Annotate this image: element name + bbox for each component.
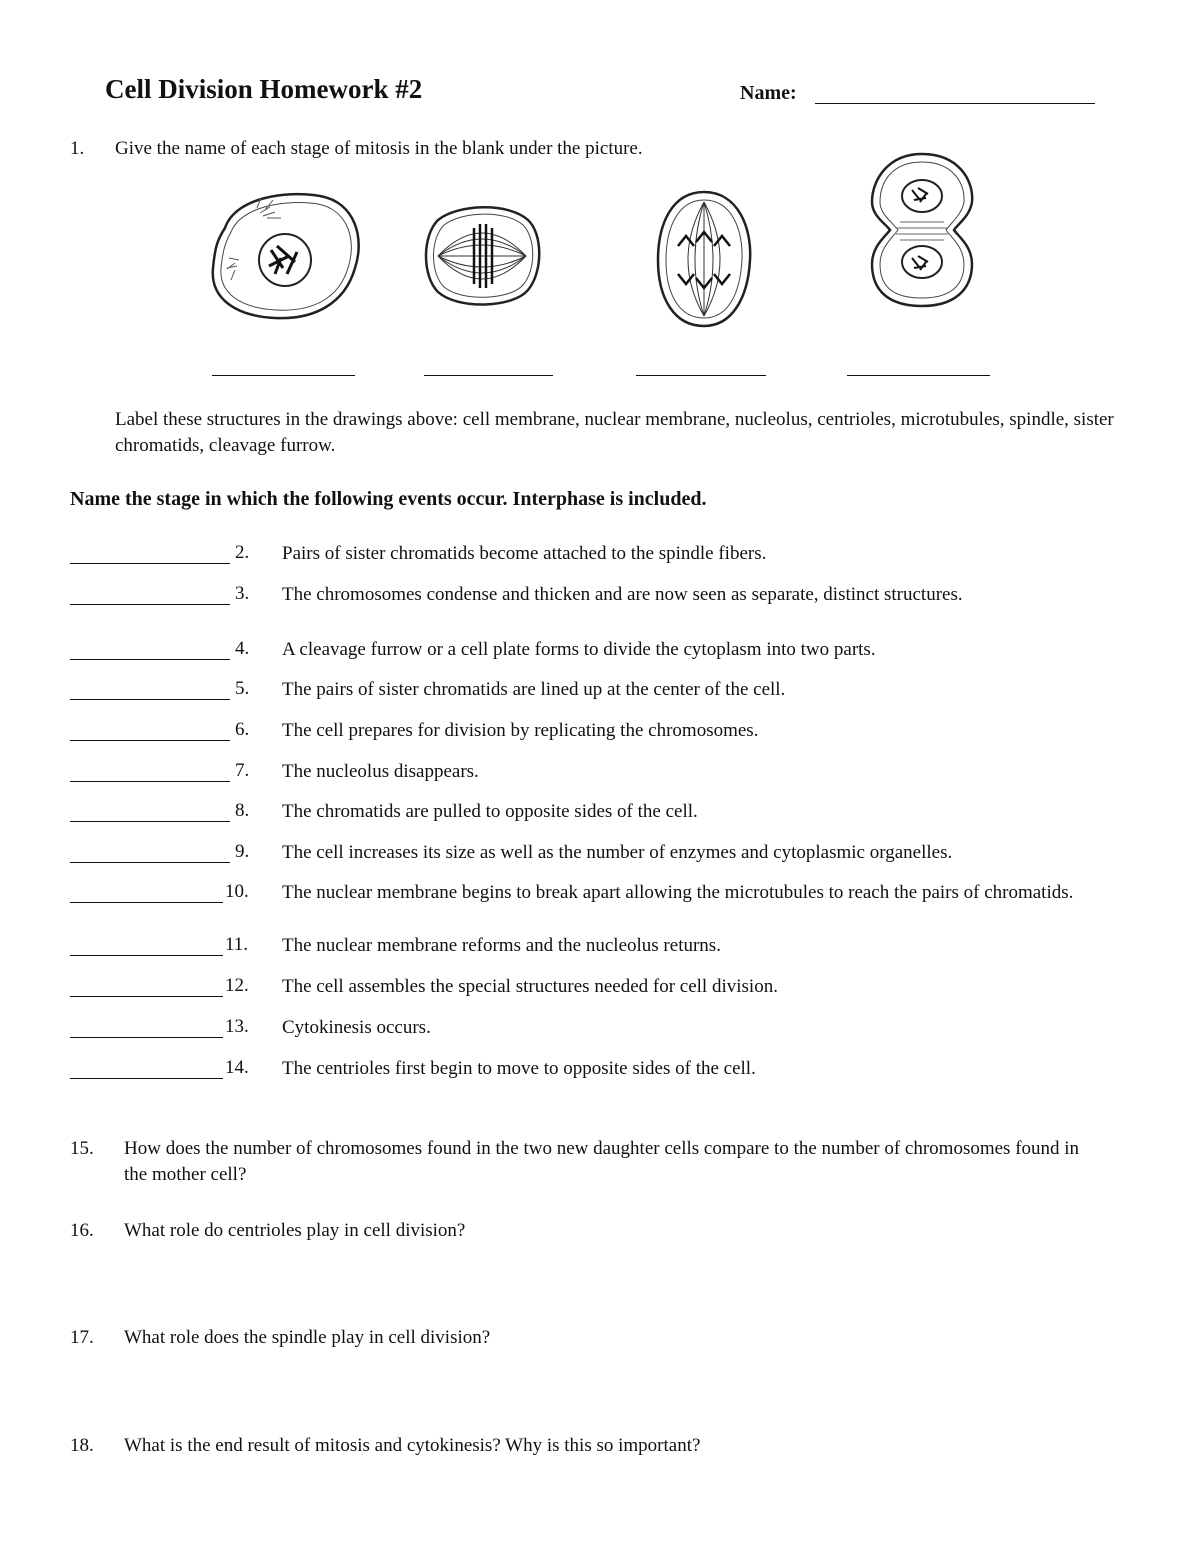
question-1-text: Give the name of each stage of mitosis in the blank under the picture. <box>115 138 643 159</box>
anaphase-answer-blank[interactable] <box>636 375 766 376</box>
question-1-number: 1. <box>70 138 85 159</box>
item-number: 7. <box>235 760 250 781</box>
answer-blank-11[interactable] <box>70 933 223 956</box>
anaphase-cell-drawing <box>652 188 756 330</box>
item-text: Cytokinesis occurs. <box>282 1017 431 1038</box>
item-number: 2. <box>235 542 250 563</box>
item-number: 14. <box>225 1057 249 1078</box>
item-text: The cell prepares for division by replicating the chromosomes. <box>282 720 759 741</box>
telophase-cell-drawing <box>866 150 978 310</box>
answer-blank-10[interactable] <box>70 880 223 903</box>
item-number: 4. <box>235 638 250 659</box>
question-17-text: What role does the spindle play in cell division? <box>124 1327 491 1348</box>
name-label: Name: <box>740 82 797 104</box>
item-text: The nucleolus disappears. <box>282 761 479 782</box>
answer-blank-14[interactable] <box>70 1056 223 1079</box>
item-number: 9. <box>235 841 250 862</box>
item-number: 3. <box>235 583 250 604</box>
item-number: 8. <box>235 800 250 821</box>
item-number: 13. <box>225 1016 249 1037</box>
answer-blank-9[interactable] <box>70 840 230 863</box>
telophase-answer-blank[interactable] <box>847 375 990 376</box>
item-text: The cell assembles the special structures needed for cell division. <box>282 976 778 997</box>
question-18-number: 18. <box>70 1435 94 1456</box>
answer-blank-3[interactable] <box>70 582 230 605</box>
item-text: The chromosomes condense and thicken and are now seen as separate, distinct structures. <box>282 584 963 605</box>
item-text: A cleavage furrow or a cell plate forms to divide the cytoplasm into two parts. <box>282 639 876 660</box>
prophase-cell-drawing <box>205 188 365 328</box>
section-heading: Name the stage in which the following events occur. Interphase is included. <box>70 488 707 510</box>
item-text: The chromatids are pulled to opposite sides of the cell. <box>282 801 698 822</box>
question-17-number: 17. <box>70 1327 94 1348</box>
answer-blank-13[interactable] <box>70 1015 223 1038</box>
item-number: 10. <box>225 881 249 902</box>
item-text: Pairs of sister chromatids become attached to the spindle fibers. <box>282 543 767 564</box>
question-18-text: What is the end result of mitosis and cytokinesis? Why is this so important? <box>124 1435 701 1456</box>
answer-blank-6[interactable] <box>70 718 230 741</box>
item-text: The nuclear membrane reforms and the nucleolus returns. <box>282 935 721 956</box>
answer-blank-12[interactable] <box>70 974 223 997</box>
item-text: The nuclear membrane begins to break apart allowing the microtubules to reach the pairs of chromatids. <box>282 882 1074 903</box>
page-title: Cell Division Homework #2 <box>105 74 423 104</box>
prophase-answer-blank[interactable] <box>212 375 355 376</box>
item-number: 12. <box>225 975 249 996</box>
question-16-text: What role do centrioles play in cell division? <box>124 1220 466 1241</box>
answer-blank-2[interactable] <box>70 541 230 564</box>
item-number: 11. <box>225 934 249 955</box>
answer-blank-4[interactable] <box>70 637 230 660</box>
metaphase-answer-blank[interactable] <box>424 375 553 376</box>
answer-blank-7[interactable] <box>70 759 230 782</box>
question-15-number: 15. <box>70 1138 94 1159</box>
answer-blank-5[interactable] <box>70 677 230 700</box>
item-number: 6. <box>235 719 250 740</box>
item-text: The centrioles first begin to move to opposite sides of the cell. <box>282 1058 756 1079</box>
question-16-number: 16. <box>70 1220 94 1241</box>
item-text: The cell increases its size as well as the number of enzymes and cytoplasmic organelles. <box>282 842 953 863</box>
answer-blank-8[interactable] <box>70 799 230 822</box>
metaphase-cell-drawing <box>418 200 546 312</box>
name-field[interactable] <box>815 103 1095 104</box>
question-15-text: How does the number of chromosomes found in the two new daughter cells compare to the number of chromosomes found in the mother cell? <box>124 1138 1080 1185</box>
label-instructions: Label these structures in the drawings above: cell membrane, nuclear membrane, nucleolus, centrioles, microtubules, spindle, sister chromatids, cleavage furrow. <box>115 409 1114 456</box>
item-number: 5. <box>235 678 250 699</box>
item-text: The pairs of sister chromatids are lined up at the center of the cell. <box>282 679 786 700</box>
